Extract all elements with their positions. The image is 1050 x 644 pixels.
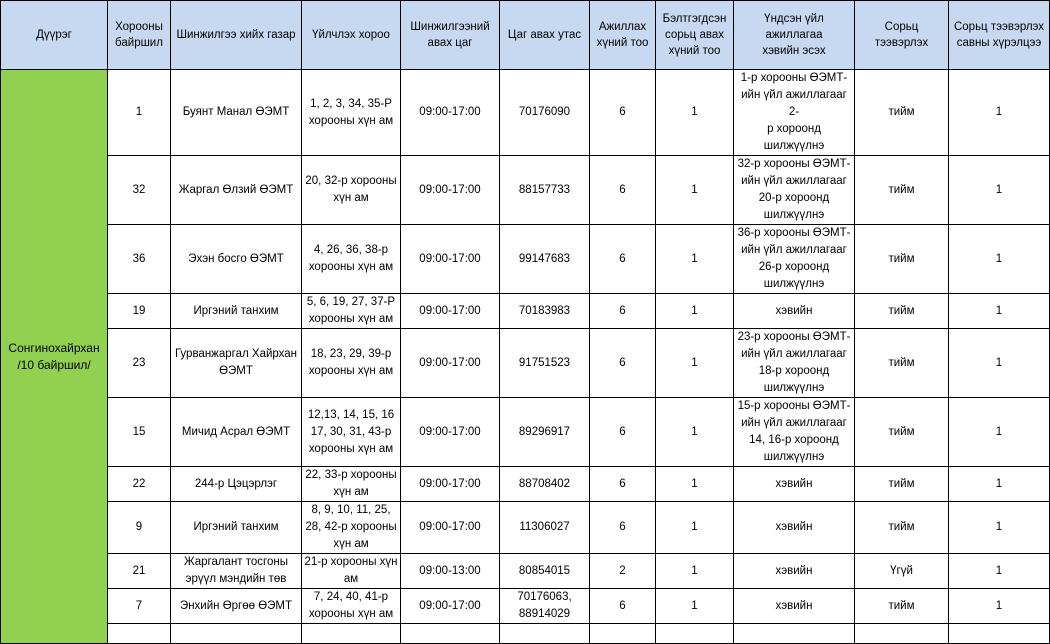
cell-staff-count[interactable]: 6 xyxy=(590,467,656,502)
cell-sample-staff-count[interactable]: 1 xyxy=(656,398,734,467)
cell-testing-hours[interactable]: 09:00-17:00 xyxy=(401,398,500,467)
cell-served-khoroo[interactable]: 1, 2, 3, 34, 35-Р хорооны хүн ам xyxy=(302,70,401,156)
cell-sample-staff-count[interactable]: 1 xyxy=(656,294,734,329)
header-testing-site[interactable]: Шинжилгээ хийх газар xyxy=(171,1,302,70)
cell-sample-transport[interactable]: тийм xyxy=(855,329,949,398)
cell-container-sufficiency[interactable]: 1 xyxy=(949,156,1050,225)
header-row xyxy=(1,1,1050,70)
empty-cell[interactable] xyxy=(401,624,500,644)
cell-testing-site[interactable]: Иргэний танхим xyxy=(171,294,302,329)
table-row xyxy=(1,502,1050,554)
cell-district[interactable]: Сонгинохайрхан /10 байршил/ xyxy=(1,70,108,644)
cell-served-khoroo[interactable]: 7, 24, 40, 41-р хорооны хүн ам xyxy=(302,589,401,624)
cell-operation-status[interactable]: хэвийн xyxy=(734,467,855,502)
cell-staff-count[interactable]: 6 xyxy=(590,589,656,624)
cell-staff-count[interactable]: 6 xyxy=(590,294,656,329)
cell-staff-count[interactable]: 6 xyxy=(590,156,656,225)
cell-phone[interactable]: 70176090 xyxy=(500,70,590,156)
cell-staff-count[interactable]: 6 xyxy=(590,502,656,554)
cell-testing-hours[interactable]: 09:00-17:00 xyxy=(401,589,500,624)
cell-served-khoroo[interactable]: 5, 6, 19, 27, 37-Р хорооны хүн ам xyxy=(302,294,401,329)
empty-cell[interactable] xyxy=(656,624,734,644)
cell-sample-staff-count[interactable]: 1 xyxy=(656,502,734,554)
cell-container-sufficiency[interactable]: 1 xyxy=(949,554,1050,589)
cell-sample-staff-count[interactable]: 1 xyxy=(656,467,734,502)
cell-testing-hours[interactable]: 09:00-17:00 xyxy=(401,70,500,156)
cell-sample-staff-count[interactable]: 1 xyxy=(656,156,734,225)
empty-cell[interactable] xyxy=(734,624,855,644)
cell-sample-transport[interactable]: тийм xyxy=(855,467,949,502)
cell-phone[interactable]: 89296917 xyxy=(500,398,590,467)
cell-sample-transport[interactable]: тийм xyxy=(855,294,949,329)
empty-cell[interactable] xyxy=(949,624,1050,644)
empty-cell[interactable] xyxy=(500,624,590,644)
cell-location[interactable]: 32 xyxy=(108,156,171,225)
cell-testing-site[interactable]: Эхэн босго ӨЭМТ xyxy=(171,225,302,294)
cell-sample-transport[interactable]: тийм xyxy=(855,225,949,294)
cell-staff-count[interactable]: 6 xyxy=(590,70,656,156)
cell-location[interactable]: 15 xyxy=(108,398,171,467)
cell-location[interactable]: 1 xyxy=(108,70,171,156)
cell-sample-staff-count[interactable]: 1 xyxy=(656,70,734,156)
cell-phone[interactable]: 91751523 xyxy=(500,329,590,398)
table-row xyxy=(1,225,1050,294)
cell-testing-site[interactable]: Буянт Манал ӨЭМТ xyxy=(171,70,302,156)
cell-testing-hours[interactable]: 09:00-17:00 xyxy=(401,225,500,294)
cell-served-khoroo[interactable]: 22, 33-р хорооны хүн ам xyxy=(302,467,401,502)
cell-sample-staff-count[interactable]: 1 xyxy=(656,225,734,294)
cell-container-sufficiency[interactable]: 1 xyxy=(949,398,1050,467)
header-phone[interactable]: Цаг авах утас xyxy=(500,1,590,70)
table-row xyxy=(1,70,1050,156)
cell-container-sufficiency[interactable]: 1 xyxy=(949,467,1050,502)
cell-operation-status[interactable]: 36-р хорооны ӨЭМТ- ийн үйл ажиллагааг 26-р хороонд шилжүүлнэ xyxy=(734,225,855,294)
cell-container-sufficiency[interactable]: 1 xyxy=(949,70,1050,156)
table-row xyxy=(1,329,1050,398)
cell-phone[interactable]: 99147683 xyxy=(500,225,590,294)
cell-testing-site[interactable]: Энхийн Өргөө ӨЭМТ xyxy=(171,589,302,624)
cell-staff-count[interactable]: 6 xyxy=(590,329,656,398)
cell-container-sufficiency[interactable]: 1 xyxy=(949,225,1050,294)
cell-sample-transport[interactable]: тийм xyxy=(855,589,949,624)
cell-location[interactable]: 23 xyxy=(108,329,171,398)
table-body xyxy=(1,70,1050,644)
cell-served-khoroo[interactable]: 18, 23, 29, 39-р хорооны хүн ам xyxy=(302,329,401,398)
cell-operation-status[interactable]: 23-р хорооны ӨЭМТ- ийн үйл ажиллагааг 18-р хороонд шилжүүлнэ xyxy=(734,329,855,398)
cell-sample-transport[interactable]: тийм xyxy=(855,502,949,554)
cell-operation-status[interactable]: хэвийн xyxy=(734,294,855,329)
cell-container-sufficiency[interactable]: 1 xyxy=(949,502,1050,554)
cell-served-khoroo[interactable]: 20, 32-р хорооны хүн ам xyxy=(302,156,401,225)
cell-sample-staff-count[interactable]: 1 xyxy=(656,589,734,624)
header-container-sufficiency[interactable]: Сорьц тээвэрлэх савны хүрэлцээ xyxy=(949,1,1050,70)
cell-phone[interactable]: 88157733 xyxy=(500,156,590,225)
cell-testing-hours[interactable]: 09:00-17:00 xyxy=(401,156,500,225)
cell-served-khoroo[interactable]: 4, 26, 36, 38-р хорооны хүн ам xyxy=(302,225,401,294)
cell-location[interactable]: 36 xyxy=(108,225,171,294)
cell-testing-site[interactable]: Жаргал Өлзий ӨЭМТ xyxy=(171,156,302,225)
empty-cell[interactable] xyxy=(302,624,401,644)
table-row xyxy=(1,467,1050,502)
header-operation-status[interactable]: Үндсэн үйл ажиллагаа хэвийн эсэх xyxy=(734,1,855,70)
cell-sample-transport[interactable]: тийм xyxy=(855,70,949,156)
cell-staff-count[interactable]: 6 xyxy=(590,225,656,294)
table-row xyxy=(1,589,1050,624)
table-row xyxy=(1,294,1050,329)
cell-testing-hours[interactable]: 09:00-17:00 xyxy=(401,294,500,329)
header-sample-transport[interactable]: Сорьц тээвэрлэх xyxy=(855,1,949,70)
cell-operation-status[interactable]: хэвийн xyxy=(734,554,855,589)
cell-operation-status[interactable]: 32-р хорооны ӨЭМТ- ийн үйл ажиллагааг 20-р хороонд шилжүүлнэ xyxy=(734,156,855,225)
cell-phone[interactable]: 70176063, 88914029 xyxy=(500,589,590,624)
empty-cell[interactable] xyxy=(855,624,949,644)
cell-staff-count[interactable]: 6 xyxy=(590,398,656,467)
header-staff-count[interactable]: Ажиллах хүний тоо xyxy=(590,1,656,70)
cell-testing-hours[interactable]: 09:00-17:00 xyxy=(401,467,500,502)
cell-sample-staff-count[interactable]: 1 xyxy=(656,554,734,589)
empty-cell[interactable] xyxy=(171,624,302,644)
cell-operation-status[interactable]: 15-р хорооны ӨЭМТ- ийн үйл ажиллагааг 14, 16-р хороонд шилжүүлнэ xyxy=(734,398,855,467)
cell-location[interactable]: 19 xyxy=(108,294,171,329)
cell-location[interactable]: 9 xyxy=(108,502,171,554)
cell-phone[interactable]: 80854015 xyxy=(500,554,590,589)
cell-testing-site[interactable]: Жаргалант тосгоны эрүүл мэндийн төв xyxy=(171,554,302,589)
cell-location[interactable]: 7 xyxy=(108,589,171,624)
cell-served-khoroo[interactable]: 12,13, 14, 15, 16 17, 30, 31, 43-р хорооны хүн ам xyxy=(302,398,401,467)
header-sample-staff-count[interactable]: Бэлтгэгдсэн сорьц авах хүний тоо xyxy=(656,1,734,70)
cell-staff-count[interactable]: 2 xyxy=(590,554,656,589)
header-served-khoroo[interactable]: Үйлчлэх хороо xyxy=(302,1,401,70)
cell-sample-transport[interactable]: тийм xyxy=(855,156,949,225)
cell-testing-hours[interactable]: 09:00-17:00 xyxy=(401,502,500,554)
cell-sample-transport[interactable]: Үгүй xyxy=(855,554,949,589)
cell-testing-site[interactable]: Гурванжаргал Хайрхан ӨЭМТ xyxy=(171,329,302,398)
empty-cell[interactable] xyxy=(108,624,171,644)
cell-operation-status[interactable]: хэвийн xyxy=(734,589,855,624)
cell-container-sufficiency[interactable]: 1 xyxy=(949,329,1050,398)
cell-served-khoroo[interactable]: 21-р хорооны хүн ам xyxy=(302,554,401,589)
table-row xyxy=(1,398,1050,467)
cell-sample-staff-count[interactable]: 1 xyxy=(656,329,734,398)
cell-container-sufficiency[interactable]: 1 xyxy=(949,294,1050,329)
empty-cell[interactable] xyxy=(590,624,656,644)
header-district[interactable]: Дүүрэг xyxy=(1,1,108,70)
cell-testing-site[interactable]: Иргэний танхим xyxy=(171,502,302,554)
cell-testing-site[interactable]: 244-р Цэцэрлэг xyxy=(171,467,302,502)
header-location[interactable]: Хорооны байршил xyxy=(108,1,171,70)
cell-location[interactable]: 22 xyxy=(108,467,171,502)
cell-testing-hours[interactable]: 09:00-13:00 xyxy=(401,554,500,589)
cell-operation-status[interactable]: 1-р хорооны ӨЭМТ- ийн үйл ажиллагааг 2- р хороонд шилжүүлнэ xyxy=(734,70,855,156)
cell-phone[interactable]: 88708402 xyxy=(500,467,590,502)
table-row xyxy=(1,624,1050,644)
cell-testing-hours[interactable]: 09:00-17:00 xyxy=(401,329,500,398)
header-testing-hours[interactable]: Шинжилгээний авах цаг xyxy=(401,1,500,70)
cell-container-sufficiency[interactable]: 1 xyxy=(949,589,1050,624)
cell-phone[interactable]: 11306027 xyxy=(500,502,590,554)
cell-phone[interactable]: 70183983 xyxy=(500,294,590,329)
table-row xyxy=(1,156,1050,225)
cell-operation-status[interactable]: хэвийн xyxy=(734,502,855,554)
cell-served-khoroo[interactable]: 8, 9, 10, 11, 25, 28, 42-р хорооны хүн ам xyxy=(302,502,401,554)
cell-testing-site[interactable]: Мичид Асрал ӨЭМТ xyxy=(171,398,302,467)
table-row xyxy=(1,554,1050,589)
cell-sample-transport[interactable]: тийм xyxy=(855,398,949,467)
cell-location[interactable]: 21 xyxy=(108,554,171,589)
